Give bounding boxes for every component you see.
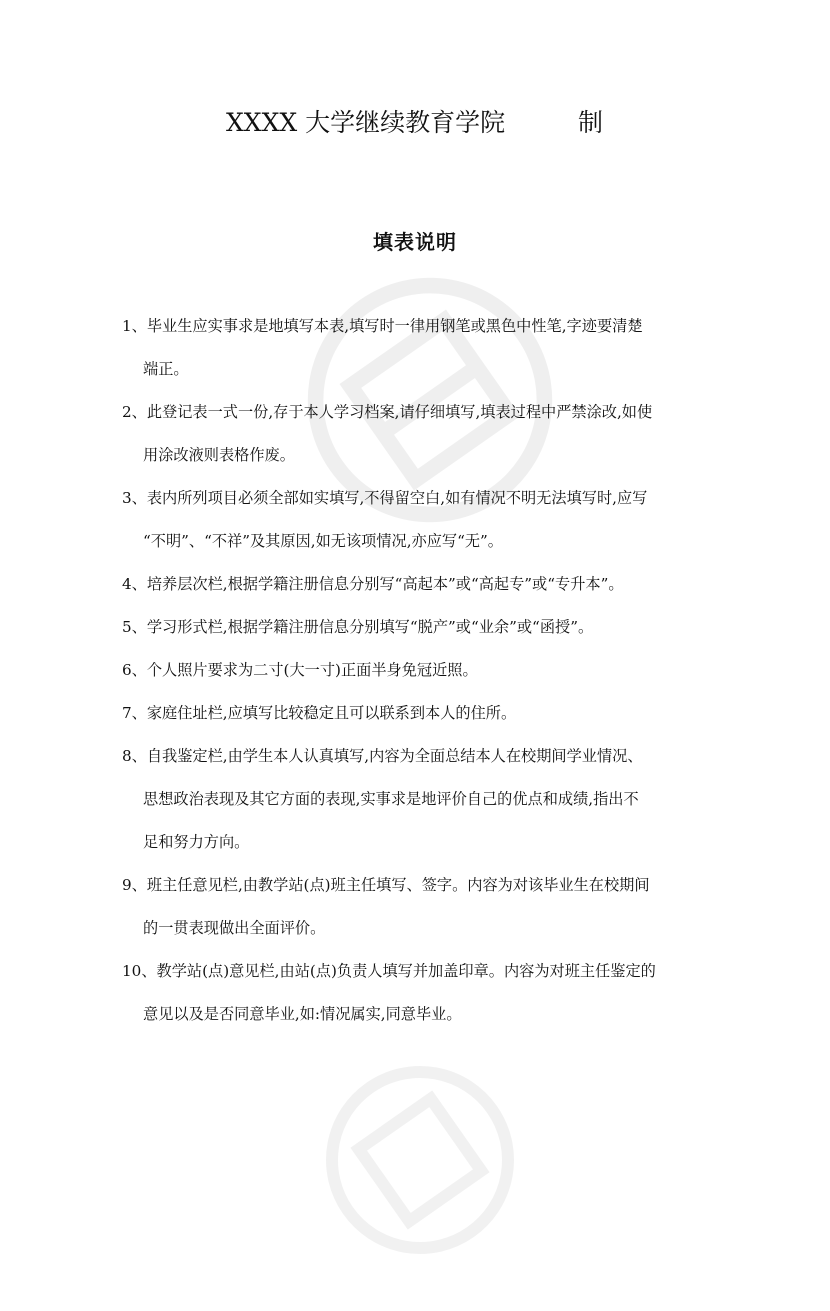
page-header [0, 103, 830, 143]
item-text-continued: 端正。 [143, 360, 189, 378]
item-number: 1、 [122, 317, 147, 335]
instruction-item [122, 692, 716, 735]
item-text: 个人照片要求为二寸(大一寸)正面半身免冠近照。 [146, 661, 478, 679]
item-text-continued: 的一贯表现做出全面评价。 [143, 919, 326, 937]
instruction-item [122, 649, 716, 692]
institution-suffix: 制 [578, 108, 604, 137]
item-text-continued: 足和努力方向。 [143, 833, 250, 851]
item-text: 学习形式栏,根据学籍注册信息分别填写“脱产”或“业余”或“函授”。 [146, 618, 594, 636]
instruction-item [122, 606, 716, 649]
item-number: 2、 [122, 403, 147, 421]
watermark-logo-icon [264, 1009, 575, 1310]
item-text: 自我鉴定栏,由学生本人认真填写,内容为全面总结本人在校期间学业情况、 [146, 747, 643, 765]
item-text: 家庭住址栏,应填写比较稳定且可以联系到本人的住所。 [146, 704, 517, 722]
item-text: 班主任意见栏,由教学站(点)班主任填写、签字。内容为对该毕业生在校期间 [146, 876, 650, 894]
item-text: 教学站(点)意见栏,由站(点)负责人填写并加盖印章。内容为对班主任鉴定的 [156, 962, 656, 980]
instruction-item [122, 563, 716, 606]
item-number: 4、 [122, 575, 147, 593]
institution-title: XXXX 大学继续教育学院 [226, 108, 506, 137]
instructions-list [122, 305, 716, 1036]
item-number: 7、 [122, 704, 147, 722]
item-text: 培养层次栏,根据学籍注册信息分别写“高起本”或“高起专”或“专升本”。 [146, 575, 624, 593]
instruction-item [122, 391, 716, 477]
item-text: 表内所列项目必须全部如实填写,不得留空白,如有情况不明无法填写时,应写 [146, 489, 648, 507]
instruction-item [122, 735, 716, 864]
item-text: 毕业生应实事求是地填写本表,填写时一律用钢笔或黑色中性笔,字迹要清楚 [146, 317, 643, 335]
item-text-continued: 思想政治表现及其它方面的表现,实事求是地评价自己的优点和成绩,指出不 [143, 790, 639, 808]
item-number: 3、 [122, 489, 147, 507]
instruction-item [122, 305, 716, 391]
item-number: 9、 [122, 876, 147, 894]
item-number: 6、 [122, 661, 147, 679]
item-number: 10、 [122, 962, 157, 980]
item-text-continued: “不明”、“不祥”及其原因,如无该项情况,亦应写“无”。 [143, 532, 503, 550]
item-text-continued: 意见以及是否同意毕业,如:情况属实,同意毕业。 [143, 1005, 462, 1023]
instruction-item [122, 864, 716, 950]
item-number: 5、 [122, 618, 147, 636]
instruction-item [122, 477, 716, 563]
instruction-item [122, 950, 716, 1036]
section-title: 填表说明 [373, 230, 457, 254]
item-text-continued: 用涂改液则表格作废。 [143, 446, 295, 464]
item-number: 8、 [122, 747, 147, 765]
item-text: 此登记表一式一份,存于本人学习档案,请仔细填写,填表过程中严禁涂改,如使 [146, 403, 653, 421]
